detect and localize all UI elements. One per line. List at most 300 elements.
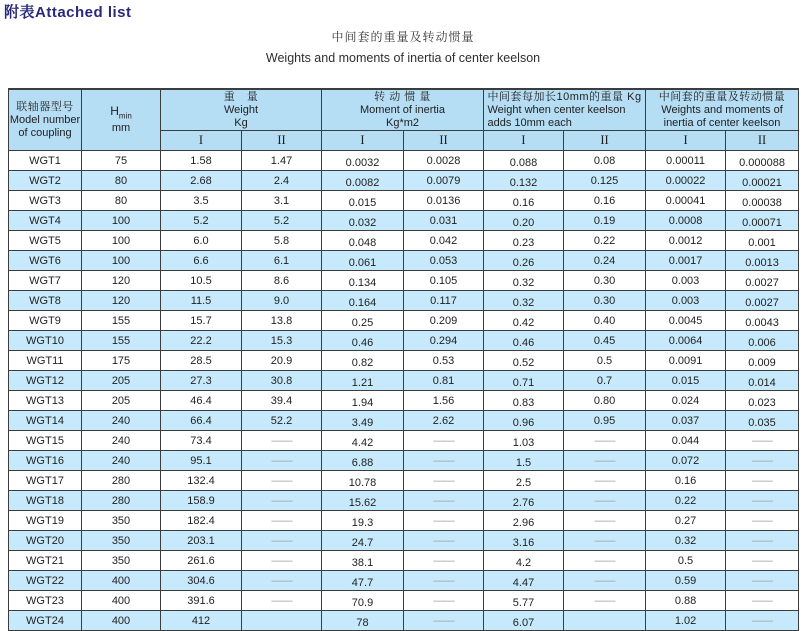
value-cell: 0.053: [404, 251, 484, 271]
value-cell: 13.8: [242, 311, 322, 331]
table-row: [9, 331, 799, 351]
value-cell: 240: [82, 411, 161, 431]
value-cell: 80: [82, 191, 161, 211]
value-cell: 5.2: [161, 211, 242, 231]
value-cell: 0.006: [726, 331, 799, 351]
model-cell: WGT9: [9, 311, 82, 331]
model-cell: WGT1: [9, 151, 82, 171]
model-cell: WGT24: [9, 611, 82, 631]
table-row: [9, 231, 799, 251]
value-cell: ——: [726, 611, 799, 631]
value-cell: ——: [242, 591, 322, 611]
value-cell: 0.134: [322, 271, 404, 291]
value-cell: 0.00038: [726, 191, 799, 211]
value-cell: ——: [242, 511, 322, 531]
value-cell: 350: [82, 531, 161, 551]
value-cell: 0.59: [646, 571, 726, 591]
model-cell: WGT2: [9, 171, 82, 191]
table-row: [9, 151, 799, 171]
value-cell: 2.62: [404, 411, 484, 431]
value-cell: 120: [82, 291, 161, 311]
model-cell: WGT14: [9, 411, 82, 431]
value-cell: 6.6: [161, 251, 242, 271]
value-cell: ——: [564, 531, 646, 551]
value-cell: 0.0136: [404, 191, 484, 211]
value-cell: ——: [564, 551, 646, 571]
value-cell: 0.42: [484, 311, 564, 331]
value-cell: ——: [404, 471, 484, 491]
table-row: [9, 211, 799, 231]
value-cell: 158.9: [161, 491, 242, 511]
value-cell: 2.4: [242, 171, 322, 191]
value-cell: 280: [82, 471, 161, 491]
model-cell: WGT8: [9, 291, 82, 311]
value-cell: 0.32: [484, 271, 564, 291]
value-cell: 0.16: [564, 191, 646, 211]
value-cell: ——: [404, 591, 484, 611]
value-cell: ——: [404, 511, 484, 531]
value-cell: 0.24: [564, 251, 646, 271]
value-cell: 0.16: [646, 471, 726, 491]
value-cell: ——: [404, 551, 484, 571]
value-cell: 0.0012: [646, 231, 726, 251]
model-header-zh: 联轴器型号: [16, 100, 74, 113]
value-cell: 0.00021: [726, 171, 799, 191]
value-cell: 11.5: [161, 291, 242, 311]
model-cell: WGT16: [9, 451, 82, 471]
value-cell: 15.62: [322, 491, 404, 511]
value-cell: 3.5: [161, 191, 242, 211]
value-cell: 3.49: [322, 411, 404, 431]
keelson-header-en1: Weights and moments of: [661, 103, 783, 116]
value-cell: 0.30: [564, 271, 646, 291]
value-cell: 0.0013: [726, 251, 799, 271]
value-cell: ——: [404, 571, 484, 591]
value-cell: 0.08: [564, 151, 646, 171]
col-header-adds10mm: [484, 89, 646, 131]
table-header: [9, 89, 799, 151]
value-cell: 205: [82, 391, 161, 411]
hmin-symbol: $H_{min}$: [110, 103, 132, 121]
value-cell: ——: [564, 591, 646, 611]
subcol-keelson-i: I: [646, 131, 726, 151]
value-cell: 0.46: [484, 331, 564, 351]
value-cell: 0.95: [564, 411, 646, 431]
keelson-table: [8, 88, 799, 631]
table-row: [9, 571, 799, 591]
value-cell: ——: [242, 451, 322, 471]
value-cell: 0.0091: [646, 351, 726, 371]
subcol-adds-i: I: [484, 131, 564, 151]
table-row: [9, 371, 799, 391]
value-cell: 0.132: [484, 171, 564, 191]
value-cell: 400: [82, 611, 161, 631]
value-cell: 240: [82, 451, 161, 471]
value-cell: 132.4: [161, 471, 242, 491]
table-titles: [0, 28, 806, 65]
value-cell: 0.015: [322, 191, 404, 211]
model-cell: WGT6: [9, 251, 82, 271]
col-header-moment: [322, 89, 484, 131]
value-cell: 2.68: [161, 171, 242, 191]
value-cell: 6.88: [322, 451, 404, 471]
value-cell: ——: [404, 531, 484, 551]
value-cell: 0.0027: [726, 291, 799, 311]
value-cell: 0.81: [404, 371, 484, 391]
table-row: [9, 491, 799, 511]
value-cell: 0.003: [646, 291, 726, 311]
table-row: [9, 271, 799, 291]
value-cell: 4.2: [484, 551, 564, 571]
keelson-header-zh: 中间套的重量及转动惯量: [658, 90, 786, 103]
value-cell: 78: [322, 611, 404, 631]
value-cell: 27.3: [161, 371, 242, 391]
value-cell: 5.77: [484, 591, 564, 611]
value-cell: 175: [82, 351, 161, 371]
table-row: [9, 471, 799, 491]
value-cell: ——: [242, 431, 322, 451]
value-cell: 0.5: [564, 351, 646, 371]
value-cell: 28.5: [161, 351, 242, 371]
title-english: Weights and moments of inertia of center keelson: [265, 51, 541, 65]
weight-header-unit: Kg: [234, 116, 248, 129]
value-cell: 0.40: [564, 311, 646, 331]
value-cell: 5.8: [242, 231, 322, 251]
col-header-weight: [161, 89, 322, 131]
value-cell: 0.96: [484, 411, 564, 431]
value-cell: 10.5: [161, 271, 242, 291]
value-cell: 0.16: [484, 191, 564, 211]
value-cell: ——: [564, 431, 646, 451]
table-row: [9, 511, 799, 531]
value-cell: 0.0027: [726, 271, 799, 291]
value-cell: 0.30: [564, 291, 646, 311]
value-cell: ——: [564, 491, 646, 511]
value-cell: ——: [242, 571, 322, 591]
value-cell: 0.20: [484, 211, 564, 231]
table-row: [9, 451, 799, 471]
data-table: [8, 88, 798, 631]
value-cell: 0.031: [404, 211, 484, 231]
table-row: [9, 591, 799, 611]
value-cell: 304.6: [161, 571, 242, 591]
model-header-en2: of coupling: [18, 126, 72, 139]
value-cell: 261.6: [161, 551, 242, 571]
value-cell: 0.061: [322, 251, 404, 271]
value-cell: [564, 611, 646, 631]
value-cell: 0.209: [404, 311, 484, 331]
value-cell: 391.6: [161, 591, 242, 611]
value-cell: 350: [82, 511, 161, 531]
value-cell: 1.94: [322, 391, 404, 411]
subcol-adds-ii: II: [564, 131, 646, 151]
subcol-weight-ii: II: [242, 131, 322, 151]
value-cell: 0.25: [322, 311, 404, 331]
adds10mm-header-en1: Weight when center keelson: [487, 103, 626, 116]
value-cell: ——: [242, 531, 322, 551]
value-cell: 30.8: [242, 371, 322, 391]
model-cell: WGT20: [9, 531, 82, 551]
table-row: [9, 391, 799, 411]
adds10mm-header-en2: adds 10mm each: [487, 116, 572, 129]
value-cell: 24.7: [322, 531, 404, 551]
table-row: [9, 311, 799, 331]
model-cell: WGT21: [9, 551, 82, 571]
value-cell: 0.117: [404, 291, 484, 311]
value-cell: 9.0: [242, 291, 322, 311]
value-cell: 350: [82, 551, 161, 571]
model-cell: WGT3: [9, 191, 82, 211]
value-cell: ——: [726, 471, 799, 491]
value-cell: 400: [82, 591, 161, 611]
value-cell: 0.042: [404, 231, 484, 251]
value-cell: 155: [82, 331, 161, 351]
value-cell: 0.105: [404, 271, 484, 291]
value-cell: 1.5: [484, 451, 564, 471]
value-cell: 75: [82, 151, 161, 171]
value-cell: ——: [726, 511, 799, 531]
value-cell: 0.0045: [646, 311, 726, 331]
model-cell: WGT11: [9, 351, 82, 371]
value-cell: 0.001: [726, 231, 799, 251]
value-cell: 0.00011: [646, 151, 726, 171]
value-cell: 52.2: [242, 411, 322, 431]
value-cell: 95.1: [161, 451, 242, 471]
value-cell: 10.78: [322, 471, 404, 491]
value-cell: 0.71: [484, 371, 564, 391]
value-cell: 0.22: [646, 491, 726, 511]
value-cell: 280: [82, 491, 161, 511]
value-cell: 0.00071: [726, 211, 799, 231]
value-cell: 0.52: [484, 351, 564, 371]
moment-header-zh: 转 动 惯 量: [374, 90, 431, 103]
value-cell: 0.000088: [726, 151, 799, 171]
value-cell: 0.0017: [646, 251, 726, 271]
value-cell: ——: [564, 471, 646, 491]
value-cell: 0.164: [322, 291, 404, 311]
value-cell: 240: [82, 431, 161, 451]
value-cell: 6.07: [484, 611, 564, 631]
value-cell: ——: [726, 531, 799, 551]
value-cell: 1.03: [484, 431, 564, 451]
value-cell: 0.80: [564, 391, 646, 411]
table-row: [9, 171, 799, 191]
value-cell: 2.96: [484, 511, 564, 531]
subcol-moment-i: I: [322, 131, 404, 151]
value-cell: 100: [82, 211, 161, 231]
value-cell: 0.88: [646, 591, 726, 611]
value-cell: 1.56: [404, 391, 484, 411]
value-cell: ——: [242, 491, 322, 511]
value-cell: 0.023: [726, 391, 799, 411]
value-cell: 73.4: [161, 431, 242, 451]
model-cell: WGT13: [9, 391, 82, 411]
value-cell: 0.014: [726, 371, 799, 391]
value-cell: 8.6: [242, 271, 322, 291]
table-row: [9, 251, 799, 271]
value-cell: 0.23: [484, 231, 564, 251]
value-cell: 0.035: [726, 411, 799, 431]
value-cell: 0.00022: [646, 171, 726, 191]
model-cell: WGT7: [9, 271, 82, 291]
value-cell: 0.072: [646, 451, 726, 471]
value-cell: 0.0079: [404, 171, 484, 191]
value-cell: 155: [82, 311, 161, 331]
value-cell: 0.26: [484, 251, 564, 271]
table-row: [9, 431, 799, 451]
title-chinese: 中间套的重量及转动惯量: [331, 30, 475, 44]
value-cell: 1.21: [322, 371, 404, 391]
value-cell: 19.3: [322, 511, 404, 531]
table-row: [9, 551, 799, 571]
value-cell: 0.19: [564, 211, 646, 231]
page-heading: 附表Attached list: [4, 4, 132, 21]
value-cell: ——: [726, 451, 799, 471]
value-cell: 0.003: [646, 271, 726, 291]
value-cell: 4.47: [484, 571, 564, 591]
value-cell: 15.7: [161, 311, 242, 331]
value-cell: 6.1: [242, 251, 322, 271]
value-cell: 205: [82, 371, 161, 391]
value-cell: 2.5: [484, 471, 564, 491]
value-cell: 66.4: [161, 411, 242, 431]
value-cell: ——: [726, 551, 799, 571]
weight-header-zh: 重 量: [223, 90, 259, 103]
value-cell: ——: [404, 431, 484, 451]
value-cell: 0.048: [322, 231, 404, 251]
value-cell: 0.009: [726, 351, 799, 371]
model-cell: WGT12: [9, 371, 82, 391]
value-cell: 39.4: [242, 391, 322, 411]
model-cell: WGT19: [9, 511, 82, 531]
hmin-unit: mm: [111, 122, 131, 135]
value-cell: 0.32: [484, 291, 564, 311]
value-cell: 47.7: [322, 571, 404, 591]
model-cell: WGT22: [9, 571, 82, 591]
value-cell: ——: [404, 451, 484, 471]
value-cell: 182.4: [161, 511, 242, 531]
model-cell: WGT23: [9, 591, 82, 611]
value-cell: 0.46: [322, 331, 404, 351]
model-cell: WGT10: [9, 331, 82, 351]
value-cell: ——: [726, 431, 799, 451]
value-cell: 0.22: [564, 231, 646, 251]
value-cell: 20.9: [242, 351, 322, 371]
value-cell: 0.32: [646, 531, 726, 551]
model-cell: WGT4: [9, 211, 82, 231]
value-cell: 6.0: [161, 231, 242, 251]
value-cell: ——: [726, 571, 799, 591]
value-cell: 46.4: [161, 391, 242, 411]
subcol-keelson-ii: II: [726, 131, 799, 151]
table-row: [9, 291, 799, 311]
value-cell: 5.2: [242, 211, 322, 231]
value-cell: 2.76: [484, 491, 564, 511]
value-cell: 0.044: [646, 431, 726, 451]
model-cell: WGT15: [9, 431, 82, 451]
col-header-keelson: [646, 89, 799, 131]
value-cell: 100: [82, 251, 161, 271]
model-cell: WGT5: [9, 231, 82, 251]
value-cell: [242, 611, 322, 631]
value-cell: 0.024: [646, 391, 726, 411]
value-cell: 0.53: [404, 351, 484, 371]
value-cell: ——: [242, 471, 322, 491]
value-cell: ——: [564, 571, 646, 591]
table-row: [9, 411, 799, 431]
value-cell: ——: [404, 611, 484, 631]
value-cell: 0.27: [646, 511, 726, 531]
value-cell: 0.0032: [322, 151, 404, 171]
value-cell: ——: [242, 551, 322, 571]
table-row: [9, 351, 799, 371]
value-cell: 3.16: [484, 531, 564, 551]
value-cell: 0.0008: [646, 211, 726, 231]
col-header-hmin: [82, 89, 161, 151]
weight-header-en: Weight: [223, 103, 259, 116]
value-cell: 3.1: [242, 191, 322, 211]
value-cell: 1.58: [161, 151, 242, 171]
value-cell: 0.0043: [726, 311, 799, 331]
value-cell: 100: [82, 231, 161, 251]
value-cell: 0.82: [322, 351, 404, 371]
value-cell: 80: [82, 171, 161, 191]
value-cell: 0.0082: [322, 171, 404, 191]
subcol-weight-i: I: [161, 131, 242, 151]
model-cell: WGT18: [9, 491, 82, 511]
value-cell: 1.02: [646, 611, 726, 631]
value-cell: ——: [564, 511, 646, 531]
value-cell: 0.7: [564, 371, 646, 391]
value-cell: 0.037: [646, 411, 726, 431]
adds10mm-header-block: [487, 91, 641, 130]
value-cell: 203.1: [161, 531, 242, 551]
value-cell: 22.2: [161, 331, 242, 351]
value-cell: 0.5: [646, 551, 726, 571]
value-cell: 4.42: [322, 431, 404, 451]
value-cell: 0.0028: [404, 151, 484, 171]
value-cell: 412: [161, 611, 242, 631]
value-cell: 0.83: [484, 391, 564, 411]
value-cell: ——: [404, 491, 484, 511]
table-row: [9, 191, 799, 211]
col-header-model: [9, 89, 82, 151]
value-cell: 0.0064: [646, 331, 726, 351]
table-body: [9, 151, 799, 631]
value-cell: 0.294: [404, 331, 484, 351]
value-cell: ——: [726, 591, 799, 611]
value-cell: 0.015: [646, 371, 726, 391]
value-cell: 0.00041: [646, 191, 726, 211]
value-cell: 1.47: [242, 151, 322, 171]
model-header-en1: Model number: [9, 113, 81, 126]
value-cell: 38.1: [322, 551, 404, 571]
value-cell: 70.9: [322, 591, 404, 611]
value-cell: ——: [726, 491, 799, 511]
keelson-header-en2: inertia of center keelson: [663, 116, 781, 129]
moment-header-en: Moment of inertia: [360, 103, 445, 116]
subcol-moment-ii: II: [404, 131, 484, 151]
adds10mm-header-zh: 中间套每加长10mm的重量 Kg: [487, 90, 642, 103]
value-cell: 0.45: [564, 331, 646, 351]
model-cell: WGT17: [9, 471, 82, 491]
value-cell: 400: [82, 571, 161, 591]
value-cell: 0.088: [484, 151, 564, 171]
table-row: [9, 611, 799, 631]
value-cell: 0.032: [322, 211, 404, 231]
table-row: [9, 531, 799, 551]
value-cell: 120: [82, 271, 161, 291]
